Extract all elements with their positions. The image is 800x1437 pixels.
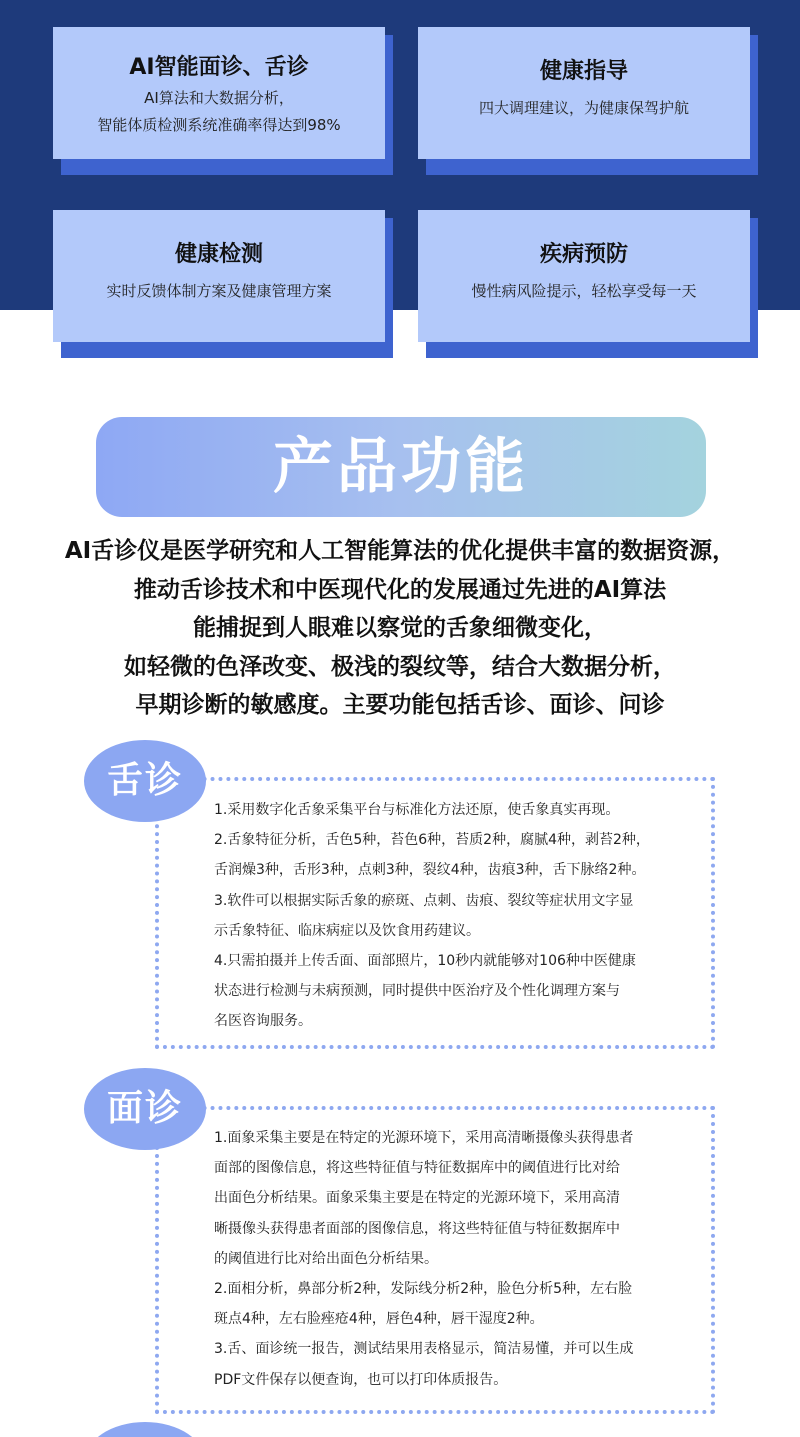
intro-line: AI舌诊仪是医学研究和人工智能算法的优化提供丰富的数据资源， [64, 538, 736, 564]
section-line: 3.舌、面诊统一报告，测试结果用表格显示，简洁易懂，并可以生成 [214, 1341, 634, 1358]
feature-title: 疾病预防 [539, 242, 628, 267]
section-line: 2.面相分析，鼻部分析2种，发际线分析2种，脸色分析5种，左右脸 [214, 1281, 633, 1298]
section-line: 舌润燥3种，舌形3种，点刺3种，裂纹4种，齿痕3种，舌下脉络2种。 [214, 862, 646, 879]
card-body [418, 210, 750, 342]
tongue-diagnosis-text [214, 795, 650, 1037]
feature-desc [418, 278, 750, 305]
feature-desc-line: 慢性病风险提示，轻松享受每一天 [471, 282, 697, 300]
section-label: 舌诊 [106, 760, 183, 801]
feature-title: 健康检测 [174, 242, 263, 267]
card-body [53, 210, 385, 342]
feature-card-health-guidance [418, 27, 750, 167]
section-line: 2.舌象特征分析，舌色5种，苔色6种，苔质2种，腐腻4种，剥苔2种， [214, 832, 650, 849]
section-line: 晰摄像头获得患者面部的图像信息，将这些特征值与特征数据库中 [214, 1220, 620, 1237]
feature-desc-line: AI算法和大数据分析， [144, 89, 294, 107]
card-body [53, 27, 385, 159]
section-line: 出面色分析结果。面象采集主要是在特定的光源环境下，采用高清 [214, 1190, 620, 1207]
intro-paragraph [0, 532, 800, 725]
feature-card-disease-prevention [418, 210, 750, 350]
face-diagnosis-badge [84, 1068, 206, 1150]
section-line: 的阈值进行比对给出面色分析结果。 [214, 1250, 438, 1267]
banner-title: 产品功能 [273, 432, 529, 502]
intro-line: 早期诊断的敏感度。主要功能包括舌诊、面诊、问诊 [135, 692, 665, 718]
feature-title: 健康指导 [539, 59, 628, 84]
tongue-diagnosis-badge [84, 740, 206, 822]
section-line: 1.面象采集主要是在特定的光源环境下，采用高清晰摄像头获得患者 [214, 1130, 634, 1146]
section-line: PDF文件保存以便查询，也可以打印体质报告。 [214, 1371, 508, 1388]
section-line: 4.只需拍摄并上传舌面、面部照片，10秒内就能够对106种中医健康 [214, 953, 636, 970]
face-diagnosis-text [214, 1123, 633, 1395]
card-body [418, 27, 750, 159]
section-line: 3.软件可以根据实际舌象的瘀斑、点刺、齿痕、裂纹等症状用文字显 [214, 892, 634, 909]
section-label: 面诊 [106, 1088, 183, 1129]
intro-line: 推动舌诊技术和中医现代化的发展通过先进的AI算法 [133, 576, 667, 603]
feature-card-health-check [53, 210, 385, 350]
next-section-badge [84, 1422, 206, 1437]
feature-card-ai-diagnosis [53, 27, 385, 167]
feature-desc [53, 278, 385, 305]
section-line: 斑点4种，左右脸痤疮4种，唇色4种，唇干湿度2种。 [214, 1311, 544, 1328]
feature-desc-line: 智能体质检测系统准确率得达到98% [97, 116, 341, 134]
feature-desc-line: 四大调理建议，为健康保驾护航 [478, 99, 689, 117]
feature-desc [53, 85, 385, 139]
feature-title: AI智能面诊、舌诊 [129, 55, 309, 80]
section-line: 状态进行检测与未病预测，同时提供中医治疗及个性化调理方案与 [214, 983, 620, 1000]
intro-line: 如轻微的色泽改变、极浅的裂纹等，结合大数据分析， [124, 653, 676, 680]
feature-desc-line: 实时反馈体制方案及健康管理方案 [106, 282, 332, 300]
intro-line: 能捕捉到人眼难以察觉的舌象细微变化， [193, 615, 607, 641]
section-line: 面部的图像信息，将这些特征值与特征数据库中的阈值进行比对给 [214, 1160, 620, 1177]
section-line: 名医咨询服务。 [214, 1013, 312, 1030]
section-line: 1.采用数字化舌象采集平台与标准化方法还原，使舌象真实再现。 [214, 802, 620, 818]
section-line: 示舌象特征、临床病症以及饮食用药建议。 [214, 922, 480, 939]
feature-desc [418, 95, 750, 122]
product-features-banner [96, 417, 706, 517]
